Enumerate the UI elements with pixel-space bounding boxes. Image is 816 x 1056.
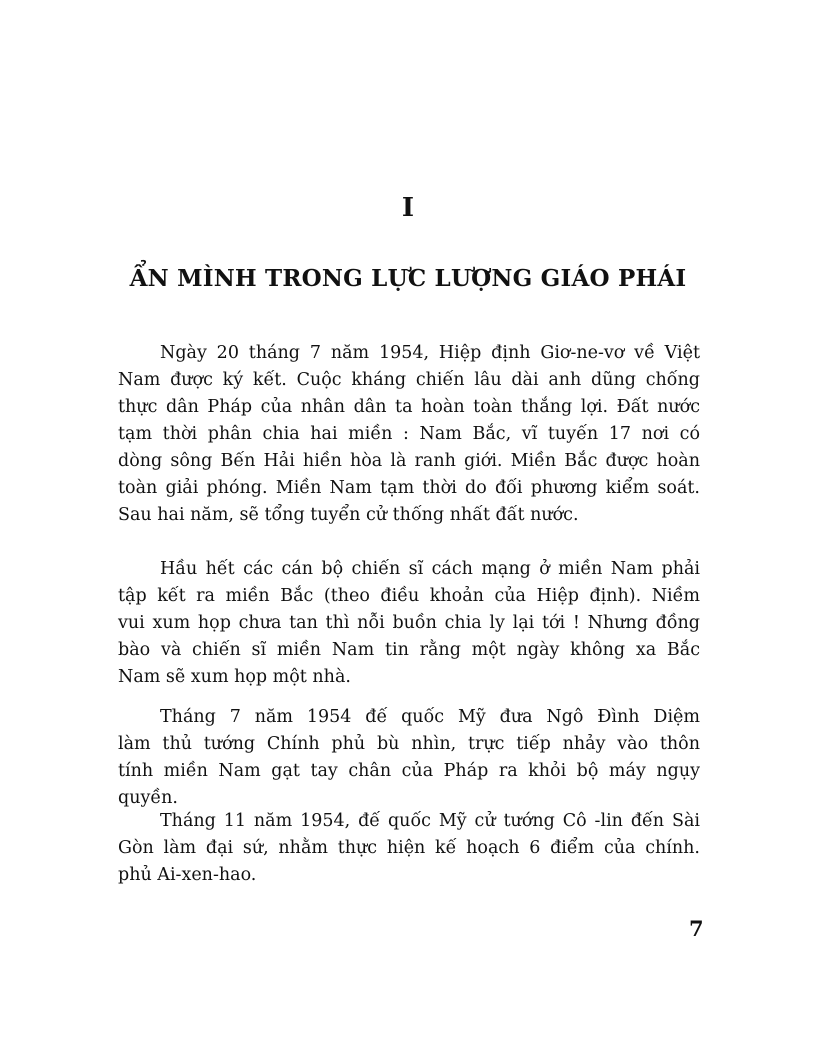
text-line: Nam sẽ xum họp một nhà.	[118, 667, 351, 687]
text-line: thực dân Pháp của nhân dân ta hoàn toàn thắng lợi. Đất nước	[118, 397, 700, 417]
paragraph-3	[118, 704, 700, 812]
page-number: 7	[689, 916, 704, 941]
paragraph-2	[118, 556, 700, 691]
text-line: dòng sông Bến Hải hiền hòa là ranh giới. Miền Bắc được hoàn	[118, 451, 700, 471]
chapter-number: I	[401, 193, 415, 223]
text-line: phủ Ai-xen-hao.	[118, 865, 257, 885]
text-line: quyền.	[118, 788, 178, 808]
text-line: làm thủ tướng Chính phủ bù nhìn, trực tiếp nhảy vào thôn	[118, 734, 700, 754]
text-line: Nam được ký kết. Cuộc kháng chiến lâu dài anh dũng chống	[118, 370, 700, 390]
text-line: Tháng 7 năm 1954 đế quốc Mỹ đưa Ngô Đình Diệm	[160, 707, 700, 727]
text-line: bào và chiến sĩ miền Nam tin rằng một ngày không xa Bắc	[118, 640, 700, 660]
text-line: Hầu hết các cán bộ chiến sĩ cách mạng ở miền Nam phải	[160, 559, 700, 579]
text-line: Tháng 11 năm 1954, đế quốc Mỹ cử tướng Cô -lin đến Sài	[160, 811, 700, 831]
text-line: tính miền Nam gạt tay chân của Pháp ra khỏi bộ máy ngụy	[118, 761, 700, 781]
text-line: tạm thời phân chia hai miền : Nam Bắc, vĩ tuyến 17 nơi có	[118, 424, 700, 444]
text-line: tập kết ra miền Bắc (theo điều khoản của Hiệp định). Niềm	[118, 586, 700, 606]
text-line: Ngày 20 tháng 7 năm 1954, Hiệp định Giơ-ne-vơ về Việt	[160, 343, 700, 363]
paragraph-4	[118, 808, 700, 889]
chapter-title: ẨN MÌNH TRONG LỰC LƯỢNG GIÁO PHÁI	[129, 265, 687, 292]
paragraph-1	[118, 340, 700, 529]
text-line: toàn giải phóng. Miền Nam tạm thời do đối phương kiểm soát.	[118, 478, 700, 498]
text-line: Gòn làm đại sứ, nhằm thực hiện kế hoạch 6 điểm của chính.	[118, 838, 700, 858]
text-line: Sau hai năm, sẽ tổng tuyển cử thống nhất đất nước.	[118, 505, 579, 525]
text-line: vui xum họp chưa tan thì nỗi buồn chia ly lại tới ! Nhưng đồng	[118, 613, 700, 633]
